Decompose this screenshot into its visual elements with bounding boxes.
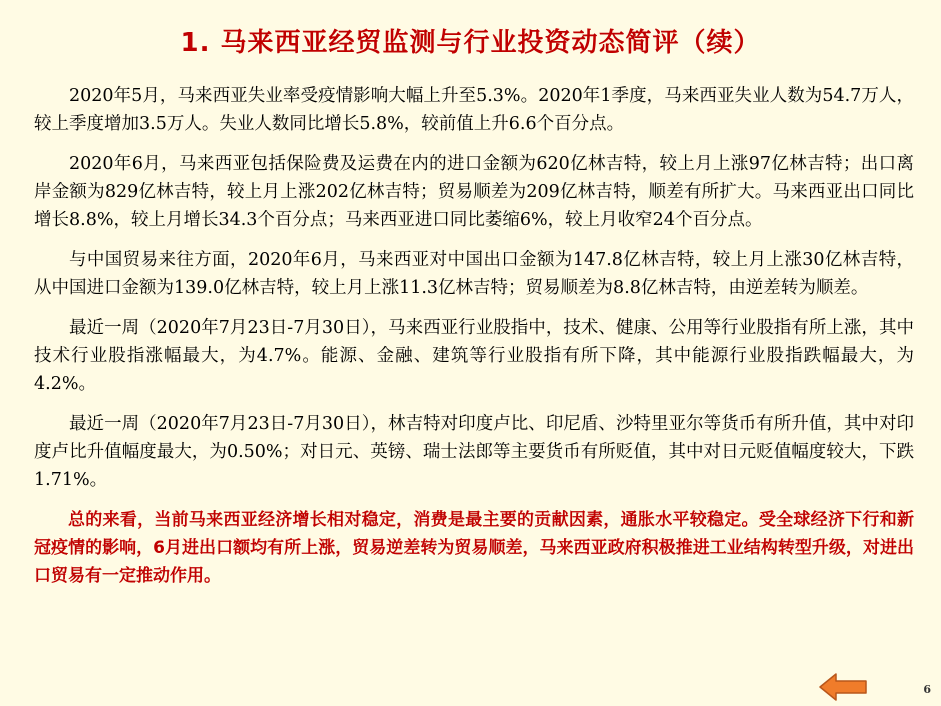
back-arrow-shape[interactable] (820, 674, 866, 700)
page-number: 6 (923, 683, 931, 696)
paragraph-trade: 2020年6月，马来西亚包括保险费及运费在内的进口金额为620亿林吉特，较上月上涨97亿林吉特；出口离岸金额为829亿林吉特，较上月上涨202亿林吉特；贸易顺差为209亿林吉特，顺差有所扩大。马来西亚出口同比增长8.8%，较上月增长34.3个百分点；马来西亚进口同比萎缩6%，较上月收窄24个百分点。 (34, 154, 914, 230)
paragraph-unemployment: 2020年5月，马来西亚失业率受疫情影响大幅上升至5.3%。2020年1季度，马来西亚失业人数为54.7万人，较上季度增加3.5万人。失业人数同比增长5.8%，较前值上升6.6个百分点。 (34, 86, 914, 134)
slide-body (34, 82, 914, 590)
left-arrow-icon[interactable] (818, 672, 868, 702)
paragraph-stock-index: 最近一周（2020年7月23日-7月30日），马来西亚行业股指中，技术、健康、公用等行业股指有所上涨，其中技术行业股指涨幅最大，为4.7%。能源、金融、建筑等行业股指有所下降，其中能源行业股指跌幅最大，为4.2%。 (34, 318, 914, 394)
paragraph-currency: 最近一周（2020年7月23日-7月30日），林吉特对印度卢比、印尼盾、沙特里亚尔等货币有所升值，其中对印度卢比升值幅度最大，为0.50%；对日元、英镑、瑞士法郎等主要货币有所贬值，其中对日元贬值幅度较大，下跌1.71%。 (34, 414, 914, 490)
summary-paragraph: 总的来看，当前马来西亚经济增长相对稳定，消费是最主要的贡献因素，通胀水平较稳定。受全球经济下行和新冠疫情的影响，6月进出口额均有所上涨，贸易逆差转为贸易顺差，马来西亚政府积极推进工业结构转型升级，对进出口贸易有一定推动作用。 (34, 510, 914, 586)
slide-title: 1. 马来西亚经贸监测与行业投资动态简评（续） (180, 28, 761, 58)
paragraph-china-trade: 与中国贸易来往方面，2020年6月，马来西亚对中国出口金额为147.8亿林吉特，较上月上涨30亿林吉特，从中国进口金额为139.0亿林吉特，较上月上涨11.3亿林吉特；贸易顺差为8.8亿林吉特，由逆差转为顺差。 (34, 250, 914, 298)
